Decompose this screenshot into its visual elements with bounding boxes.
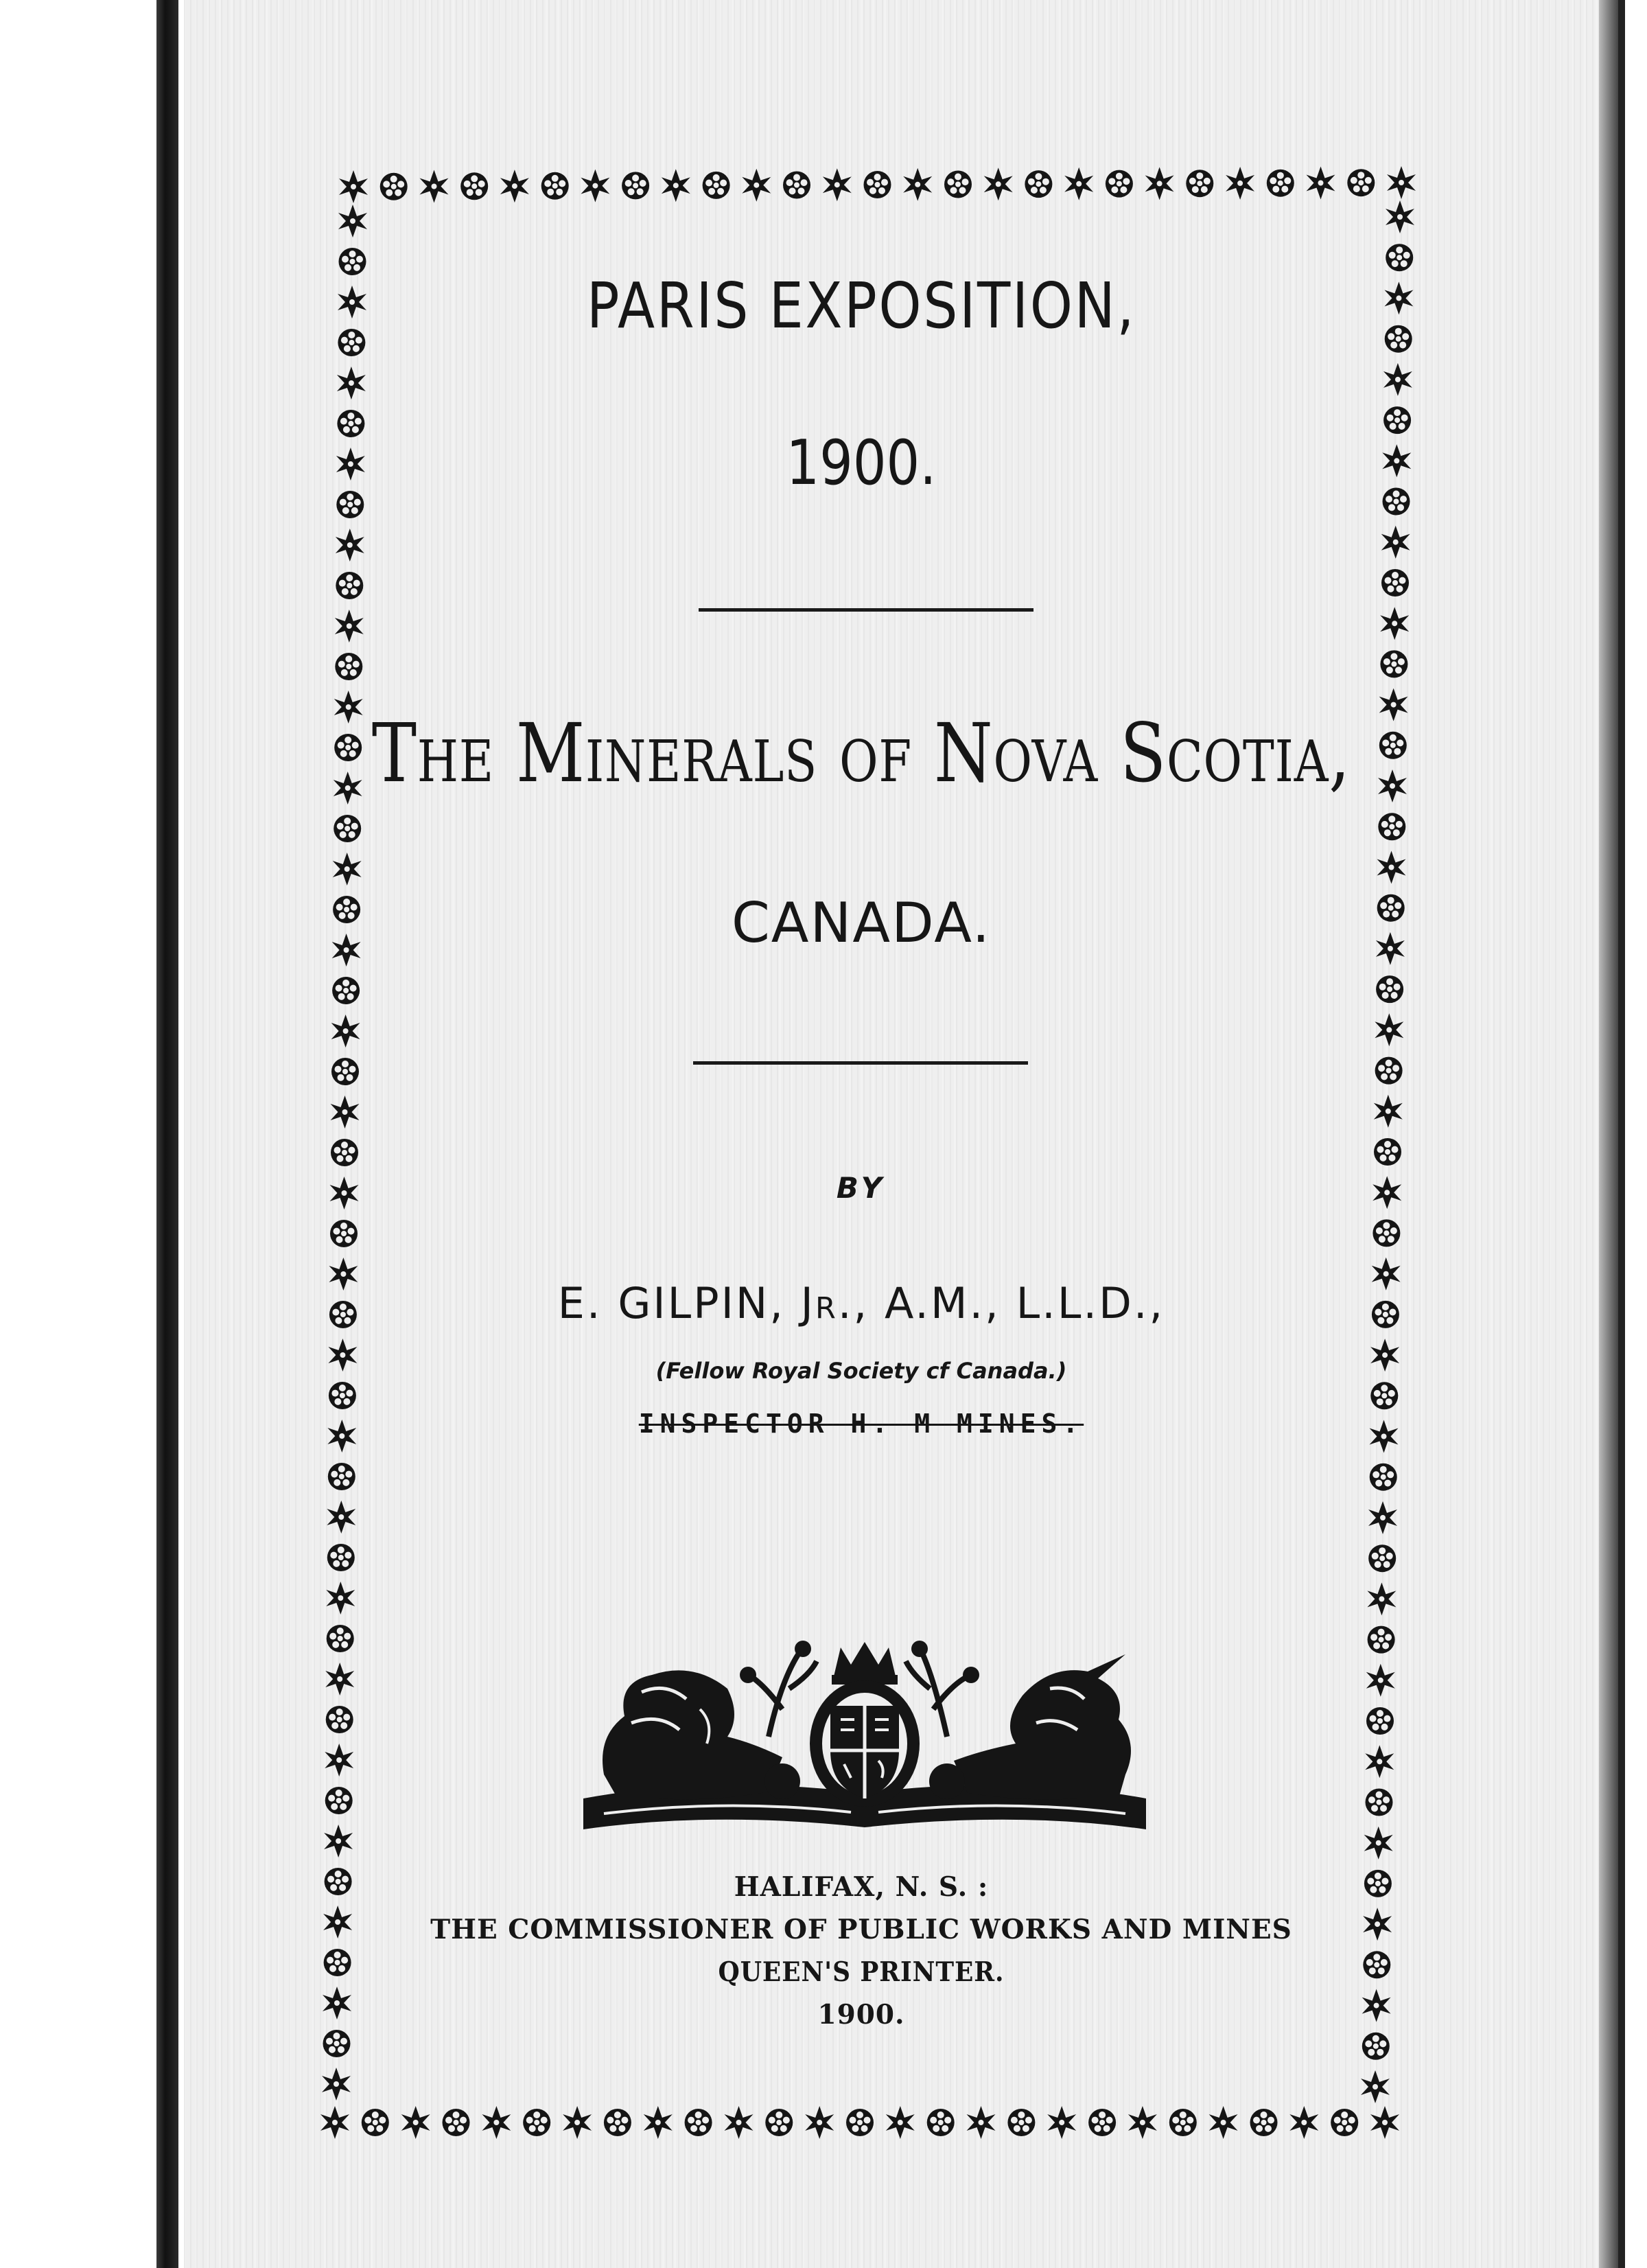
rosette-ornament xyxy=(326,1706,353,1733)
flower-star-ornament xyxy=(401,2106,430,2139)
rosette-ornament xyxy=(1267,170,1294,197)
flower-star-ornament xyxy=(339,170,368,203)
rosette-ornament xyxy=(1169,2109,1197,2136)
rosette-ornament xyxy=(846,2109,874,2136)
rosette-ornament xyxy=(331,1058,359,1085)
rosette-ornament xyxy=(783,172,810,199)
rosette-ornament xyxy=(362,2109,389,2136)
rosette-ornament xyxy=(1380,650,1407,678)
border-top xyxy=(339,166,1416,203)
flower-star-ornament xyxy=(1380,607,1409,640)
flower-star-ornament xyxy=(662,169,690,202)
flower-star-ornament xyxy=(325,1744,353,1777)
flower-star-ornament xyxy=(1377,851,1406,884)
divider-rule xyxy=(693,1061,1028,1065)
flower-star-ornament xyxy=(903,168,932,201)
flower-star-ornament xyxy=(325,1663,354,1696)
rosette-ornament xyxy=(332,977,360,1004)
flower-star-ornament xyxy=(482,2106,511,2139)
book-subtitle-country: CANADA. xyxy=(731,891,992,955)
flower-star-ornament xyxy=(1047,2106,1076,2139)
imprint-place: HALIFAX, N. S. : xyxy=(734,1871,989,1903)
border-bottom xyxy=(320,2106,1399,2139)
flower-star-ornament xyxy=(337,367,366,400)
flower-star-ornament xyxy=(327,1501,355,1534)
flower-star-ornament xyxy=(563,2106,592,2139)
rosette-ornament xyxy=(1331,2109,1358,2136)
flower-star-ornament xyxy=(1145,167,1174,200)
imprint-publisher: THE COMMISSIONER OF PUBLIC WORKS AND MINES xyxy=(430,1914,1292,1945)
rosette-ornament xyxy=(328,1463,355,1490)
flower-star-ornament xyxy=(581,170,609,202)
author-position: INSPECTOR H. M MINES. xyxy=(638,1409,1084,1439)
rosette-ornament xyxy=(1250,2109,1278,2136)
rosette-ornament xyxy=(1381,569,1409,597)
author-name: E. GILPIN, Jr., A.M., L.L.D., xyxy=(557,1278,1165,1328)
flower-star-ornament xyxy=(1364,1827,1393,1860)
rosette-ornament xyxy=(1025,170,1052,198)
flower-star-ornament xyxy=(1387,166,1416,199)
flower-star-ornament xyxy=(1381,526,1410,559)
rosette-ornament xyxy=(622,172,649,199)
flower-star-ornament xyxy=(326,1582,355,1615)
flower-star-ornament xyxy=(1383,363,1412,396)
flower-star-ornament xyxy=(644,2106,673,2139)
flower-star-ornament xyxy=(1365,1745,1394,1778)
flower-star-ornament xyxy=(725,2106,754,2139)
flower-star-ornament xyxy=(1289,2106,1318,2139)
rosette-ornament xyxy=(1186,170,1213,197)
flower-star-ornament xyxy=(331,1096,360,1129)
flower-star-ornament xyxy=(742,169,771,202)
byline-label: BY xyxy=(836,1171,887,1205)
flower-star-ornament xyxy=(420,170,449,203)
rosette-ornament xyxy=(765,2109,793,2136)
flower-star-ornament xyxy=(984,167,1013,200)
rosette-ornament xyxy=(1378,813,1405,840)
flower-star-ornament xyxy=(1226,167,1254,200)
rosette-ornament xyxy=(1368,1626,1395,1654)
rosette-ornament xyxy=(1374,1138,1401,1166)
exposition-heading: PARIS EXPOSITION, xyxy=(586,269,1136,343)
imprint xyxy=(38,1866,1647,2036)
rosette-ornament xyxy=(1088,2109,1116,2136)
rosette-ornament xyxy=(1368,1544,1396,1572)
flower-star-ornament xyxy=(320,2106,349,2139)
rosette-ornament xyxy=(335,653,362,680)
rosette-ornament xyxy=(1366,1789,1393,1816)
imprint-year: 1900. xyxy=(817,1999,905,2030)
flower-star-ornament xyxy=(322,2068,351,2101)
rosette-ornament xyxy=(325,1787,353,1814)
rosette-ornament xyxy=(1347,169,1375,196)
flower-star-ornament xyxy=(823,168,852,201)
flower-star-ornament xyxy=(338,205,367,238)
rosette-ornament xyxy=(336,572,363,599)
rosette-ornament xyxy=(685,2109,712,2136)
flower-star-ornament xyxy=(1307,167,1335,200)
rosette-ornament xyxy=(604,2109,631,2136)
flower-star-ornament xyxy=(967,2106,996,2139)
flower-star-ornament xyxy=(331,1015,360,1048)
flower-star-ornament xyxy=(335,610,364,643)
rosette-ornament xyxy=(927,2109,955,2136)
rosette-ornament xyxy=(443,2109,470,2136)
rosette-ornament xyxy=(334,815,361,842)
flower-star-ornament xyxy=(1386,200,1414,233)
flower-star-ornament xyxy=(1375,1013,1403,1046)
book-title: The Minerals of Nova Scotia, xyxy=(371,706,1351,800)
flower-star-ornament xyxy=(1366,1664,1395,1697)
flower-star-ornament xyxy=(1367,1582,1396,1615)
flower-star-ornament xyxy=(886,2106,915,2139)
flower-star-ornament xyxy=(1209,2106,1238,2139)
rosette-ornament xyxy=(1370,1463,1397,1491)
rosette-ornament xyxy=(1366,1707,1394,1735)
rosette-ornament xyxy=(541,172,569,200)
rosette-ornament xyxy=(329,1382,356,1409)
flower-star-ornament xyxy=(1368,1501,1397,1534)
author-fellowship: (Fellow Royal Society cf Canada.) xyxy=(655,1358,1067,1384)
rosette-ornament xyxy=(1370,1382,1398,1409)
flower-star-ornament xyxy=(1361,2070,1390,2103)
rosette-ornament xyxy=(1362,2033,1390,2060)
rosette-ornament xyxy=(703,172,730,199)
royal-coat-of-arms xyxy=(576,1634,1153,1840)
flower-star-ornament xyxy=(336,529,364,562)
rosette-ornament xyxy=(944,171,972,198)
rosette-ornament xyxy=(327,1544,355,1571)
rosette-ornament xyxy=(460,172,488,200)
rosette-ornament xyxy=(380,173,408,200)
rosette-ornament xyxy=(1372,1219,1400,1247)
rosette-ornament xyxy=(330,1220,358,1247)
exposition-year: 1900. xyxy=(786,427,937,499)
flower-star-ornament xyxy=(1064,167,1093,200)
flower-star-ornament xyxy=(1374,1095,1403,1128)
rosette-ornament xyxy=(523,2109,550,2136)
flower-star-ornament xyxy=(333,853,362,886)
rosette-ornament xyxy=(1376,975,1403,1003)
flower-star-ornament xyxy=(1370,2106,1399,2139)
rosette-ornament xyxy=(864,171,891,198)
flower-star-ornament xyxy=(805,2106,834,2139)
flower-star-ornament xyxy=(324,1825,353,1858)
rosette-ornament xyxy=(1386,244,1413,271)
rosette-ornament xyxy=(1007,2109,1035,2136)
flower-star-ornament xyxy=(1128,2106,1157,2139)
rosette-ornament xyxy=(331,1139,358,1166)
rosette-ornament xyxy=(1106,170,1133,198)
imprint-printer: QUEEN'S PRINTER. xyxy=(718,1956,1005,1988)
rosette-ornament xyxy=(327,1625,354,1652)
divider-rule xyxy=(699,608,1033,612)
rosette-ornament xyxy=(1375,1057,1403,1085)
flower-star-ornament xyxy=(500,170,529,202)
